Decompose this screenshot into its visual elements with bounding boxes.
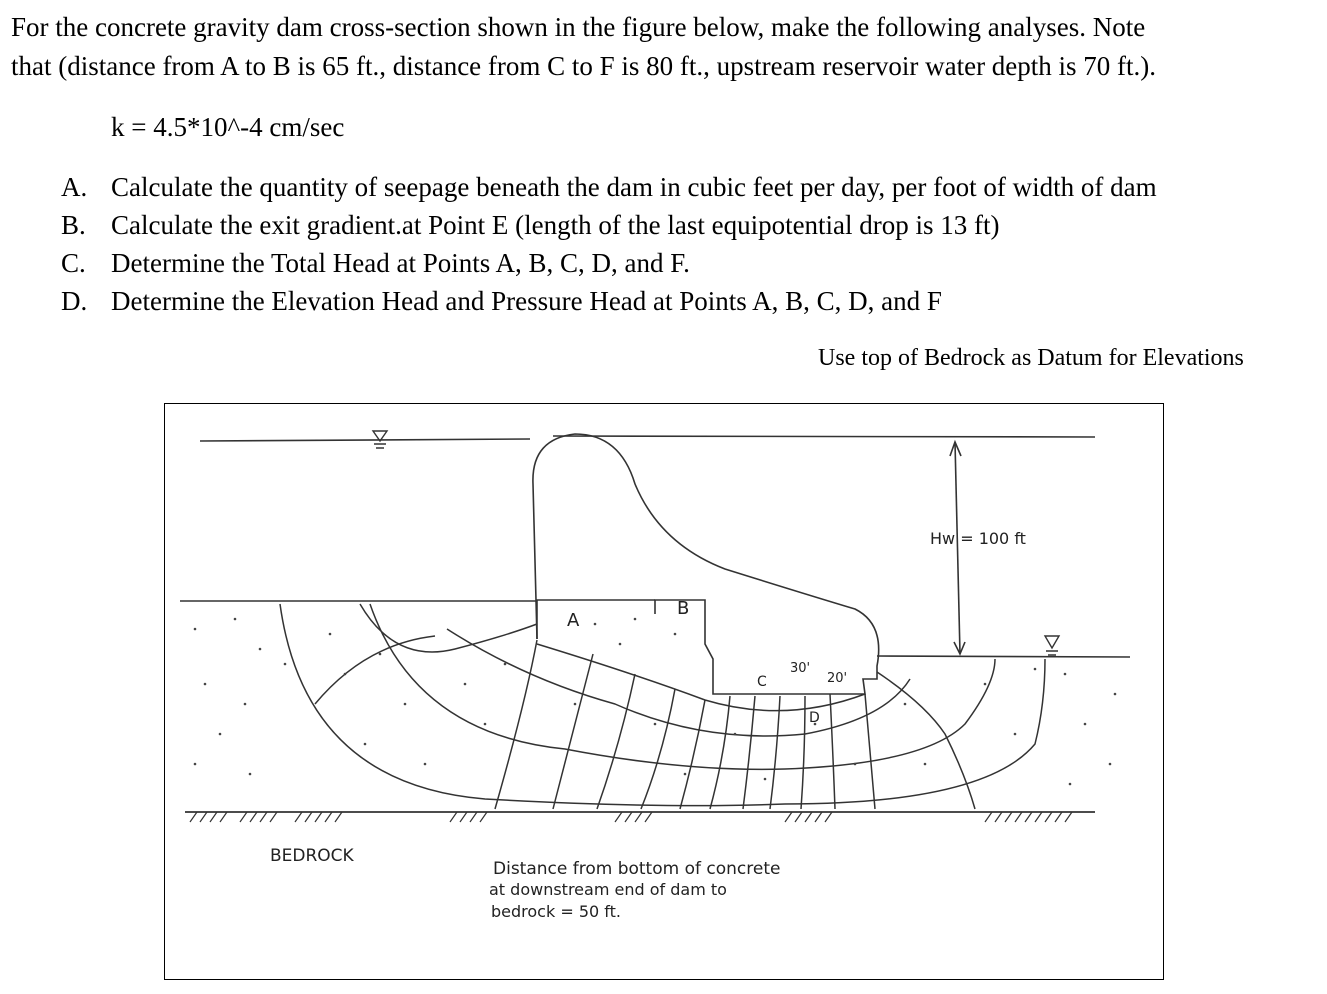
note-line-1: Distance from bottom of concrete — [493, 859, 781, 879]
dam-flow-net-figure — [164, 403, 1164, 980]
label-dim-20: 20' — [827, 671, 848, 686]
task-a — [61, 172, 1157, 203]
task-text: Calculate the exit gradient.at Point E (length of the last equipotential drop is 13 ft) — [111, 210, 1000, 240]
task-letter: D. — [61, 286, 88, 316]
label-point-b: B — [677, 598, 690, 619]
task-letter: B. — [61, 210, 86, 240]
label-point-d: D — [809, 710, 820, 726]
datum-note: Use top of Bedrock as Datum for Elevations — [818, 345, 1244, 371]
figure-labels — [165, 404, 1165, 981]
intro-line-1: For the concrete gravity dam cross-section shown in the figure below, make the following analyses. Note — [11, 12, 1146, 42]
label-bedrock: BEDROCK — [270, 846, 354, 866]
label-point-c: C — [757, 674, 767, 690]
task-d — [61, 286, 942, 317]
task-letter: A. — [61, 172, 88, 202]
task-c — [61, 248, 690, 279]
task-letter: C. — [61, 248, 86, 278]
task-text: Determine the Elevation Head and Pressure Head at Points A, B, C, D, and F — [111, 286, 942, 316]
task-b — [61, 210, 1000, 241]
permeability: k = 4.5*10^-4 cm/sec — [111, 112, 345, 142]
note-line-3: bedrock = 50 ft. — [491, 902, 621, 921]
task-text: Determine the Total Head at Points A, B, C, D, and F. — [111, 248, 690, 278]
label-dim-30: 30' — [790, 661, 811, 676]
note-line-2: at downstream end of dam to — [489, 880, 727, 899]
intro-line-2: that (distance from A to B is 65 ft., distance from C to F is 80 ft., upstream reservoir water depth is 70 ft.). — [11, 51, 1157, 81]
label-point-a: A — [567, 610, 580, 631]
task-text: Calculate the quantity of seepage beneath the dam in cubic feet per day, per foot of width of dam — [111, 172, 1157, 202]
label-head: Hw = 100 ft — [930, 529, 1026, 548]
